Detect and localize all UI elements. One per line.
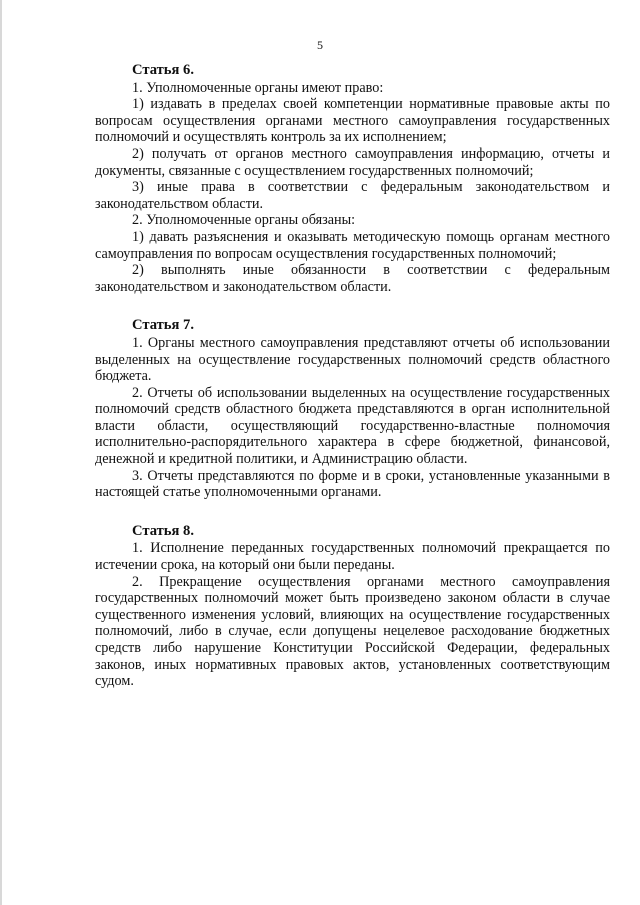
- article-6: [95, 62, 610, 295]
- paragraph: 3) иные права в соответствии с федеральным законодательством и законодательством области.: [95, 179, 610, 212]
- paragraph: 1. Уполномоченные органы имеют право:: [132, 79, 384, 96]
- page-number: 5: [317, 38, 323, 52]
- article-7: [95, 317, 610, 501]
- paragraph: 1) давать разъяснения и оказывать методическую помощь органам местного самоуправления по вопросам осуществления государственных полномочий;: [95, 228, 610, 262]
- article-heading: Статья 6.: [132, 62, 194, 78]
- paragraph: 2. Прекращение осуществления органами местного самоуправления государственных полномочий может быть произведено законом области в случае существенного изменения условий, влияющих на осуществление государственных полномочий, либо в случае, если допущены нецелевое расходование бюджетных средств либо нарушение Конституции Российской Федерации, федеральных законов, иных нормативных правовых актов, установленных соответствующим судом.: [95, 573, 610, 690]
- paragraph: 1. Исполнение переданных государственных полномочий прекращается по истечении срока, на который они были переданы.: [95, 540, 610, 574]
- article-8: [95, 523, 610, 690]
- article-heading: Статья 8.: [132, 522, 194, 539]
- paragraph: 2) выполнять иные обязанности в соответствии с федеральным законодательством и законодательством области.: [95, 262, 610, 295]
- paragraph: 1) издавать в пределах своей компетенции нормативные правовые акты по вопросам осуществления органами местного самоуправления государственных полномочий и осуществлять контроль за их исполнением;: [95, 96, 610, 146]
- paragraph: 3. Отчеты представляются по форме и в сроки, установленные указанными в настоящей статье уполномоченными органами.: [95, 467, 610, 501]
- paragraph: 2. Уполномоченные органы обязаны:: [132, 212, 356, 229]
- article-heading: Статья 7.: [132, 317, 194, 334]
- scan-edge: [0, 0, 2, 905]
- paragraph: 2) получать от органов местного самоуправления информацию, отчеты и документы, связанные с осуществлением государственных полномочий;: [95, 145, 610, 179]
- paragraph: 1. Органы местного самоуправления представляют отчеты об использовании выделенных на осуществление государственных полномочий средств областного бюджета.: [95, 334, 610, 385]
- paragraph: 2. Отчеты об использовании выделенных на осуществление государственных полномочий средств областного бюджета представляются в орган исполнительной власти области, осуществляющий государственно-властные полномочия исполнительно-распорядительного характера в сфере бюджетной, финансовой, денежной и кредитной политики, и Администрацию области.: [95, 384, 610, 468]
- document-body: [95, 62, 610, 712]
